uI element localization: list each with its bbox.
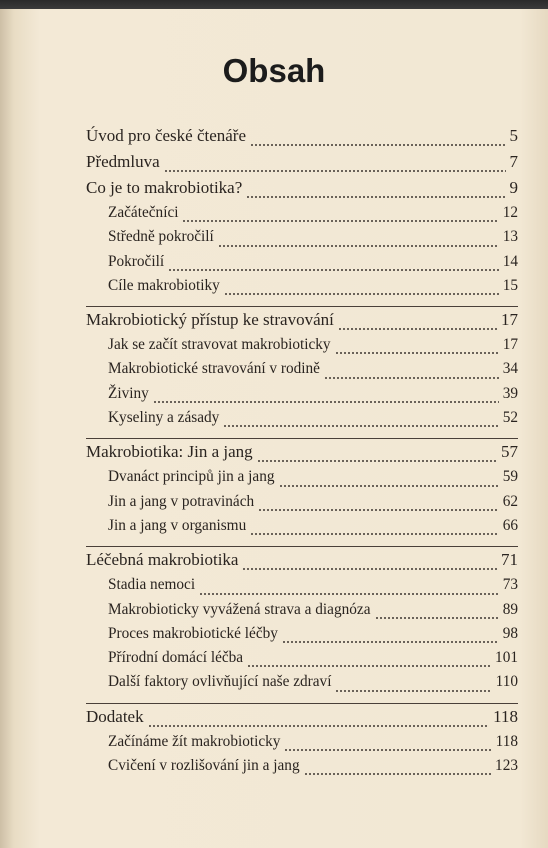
toc-subentry[interactable] [86,468,518,492]
toc-subentry[interactable] [86,493,518,517]
toc-subentry[interactable] [86,517,518,541]
entry-title: Jak se začít stravovat makrobioticky [108,336,331,354]
entry-page-number: 9 [509,178,518,197]
entry-page-number: 73 [502,576,518,594]
dot-leader [224,293,499,295]
dot-leader [182,220,498,222]
toc-subentry[interactable] [86,253,518,277]
toc-subentry[interactable] [86,409,518,433]
entry-title: Makrobiotické stravování v rodině [108,360,320,378]
entry-title: Makrobiotický přístup ke stravování [86,310,334,330]
entry-title: Úvod pro české čtenáře [86,126,247,145]
toc-section [86,546,518,697]
dot-leader [242,568,497,570]
toc-subentry[interactable] [86,733,518,757]
dot-leader [282,641,499,643]
entry-page-number: 118 [495,732,518,750]
toc-section [86,306,518,433]
entry-page-number: 13 [502,228,518,246]
entry-page-number: 57 [501,442,518,462]
entry-title: Léčebná makrobiotika [86,550,239,570]
entry-title: Cíle makrobiotiky [108,276,220,294]
toc-subentry[interactable] [86,625,518,649]
dot-leader [168,269,499,271]
entry-page-number: 5 [509,126,518,145]
dot-leader [335,352,499,354]
toc-subentry[interactable] [86,277,518,301]
toc-section [86,126,518,301]
toc-subentry[interactable] [86,601,518,625]
entry-title: Dodatek [86,706,144,726]
page-top-edge [0,0,548,9]
dot-leader [223,425,498,427]
toc-subentry[interactable] [86,204,518,228]
toc-section [86,438,518,541]
entry-title: Jin a jang v organismu [108,516,247,534]
entry-title: Přírodní domácí léčba [108,649,244,667]
toc-entry[interactable] [86,152,518,178]
toc-subentry[interactable] [86,576,518,600]
toc-entry[interactable] [86,550,518,576]
dot-leader [199,593,499,595]
entry-title: Začínáme žít makrobioticky [108,732,281,750]
entry-title: Co je to makrobiotika? [86,178,243,197]
entry-page-number: 118 [493,706,518,726]
toc-subentry[interactable] [86,673,518,697]
toc-subentry[interactable] [86,336,518,360]
dot-leader [258,509,499,511]
dot-leader [247,665,491,667]
dot-leader [153,401,499,403]
toc-subentry[interactable] [86,757,518,781]
entry-page-number: 7 [509,152,518,171]
dot-leader [324,377,499,379]
entry-title: Jin a jang v potravinách [108,492,255,510]
entry-title: Středně pokročilí [108,228,214,246]
dot-leader [284,749,491,751]
entry-title: Začátečníci [108,204,179,221]
entry-page-number: 52 [502,409,518,427]
toc-subentry[interactable] [86,649,518,673]
dot-leader [218,245,499,247]
entry-page-number: 39 [502,384,518,402]
toc-entry[interactable] [86,178,518,204]
dot-leader [164,170,506,172]
entry-page-number: 71 [501,550,518,570]
dot-leader [304,773,491,775]
entry-title: Makrobioticky vyvážená strava a diagnóza [108,600,371,618]
page-title: Obsah [222,52,326,89]
toc-entry[interactable] [86,442,518,468]
toc-subentry[interactable] [86,228,518,252]
entry-page-number: 59 [502,468,518,486]
entry-title: Stadia nemoci [108,576,196,594]
entry-page-number: 98 [502,624,518,642]
entry-title: Makrobiotika: Jin a jang [86,442,253,462]
entry-page-number: 89 [502,600,518,618]
toc-subentry[interactable] [86,385,518,409]
entry-page-number: 34 [502,360,518,378]
entry-page-number: 17 [501,310,518,330]
toc-section [86,703,518,782]
dot-leader [375,617,499,619]
entry-title: Živiny [108,384,149,402]
toc-entry[interactable] [86,126,518,152]
table-of-contents [86,126,518,786]
entry-title: Kyseliny a zásady [108,409,220,427]
dot-leader [250,144,505,146]
entry-page-number: 110 [495,673,518,691]
entry-title: Pokročilí [108,252,165,270]
entry-page-number: 101 [495,649,518,667]
dot-leader [279,485,499,487]
entry-title: Další faktory ovlivňující naše zdraví [108,673,332,691]
entry-title: Dvanáct principů jin a jang [108,468,275,486]
entry-page-number: 123 [495,757,518,775]
dot-leader [338,328,497,330]
entry-page-number: 14 [502,252,518,270]
toc-entry[interactable] [86,310,518,336]
toc-subentry[interactable] [86,360,518,384]
entry-page-number: 17 [502,336,518,354]
dot-leader [250,533,498,535]
dot-leader [257,460,497,462]
dot-leader [148,725,490,727]
entry-page-number: 66 [502,516,518,534]
entry-page-number: 15 [502,276,518,294]
entry-title: Cvičení v rozlišování jin a jang [108,757,300,775]
entry-title: Proces makrobiotické léčby [108,624,278,642]
entry-page-number: 12 [502,204,518,221]
dot-leader [335,690,491,692]
entry-title: Předmluva [86,152,160,171]
dot-leader [246,196,505,198]
toc-entry[interactable] [86,707,518,733]
entry-page-number: 62 [502,492,518,510]
